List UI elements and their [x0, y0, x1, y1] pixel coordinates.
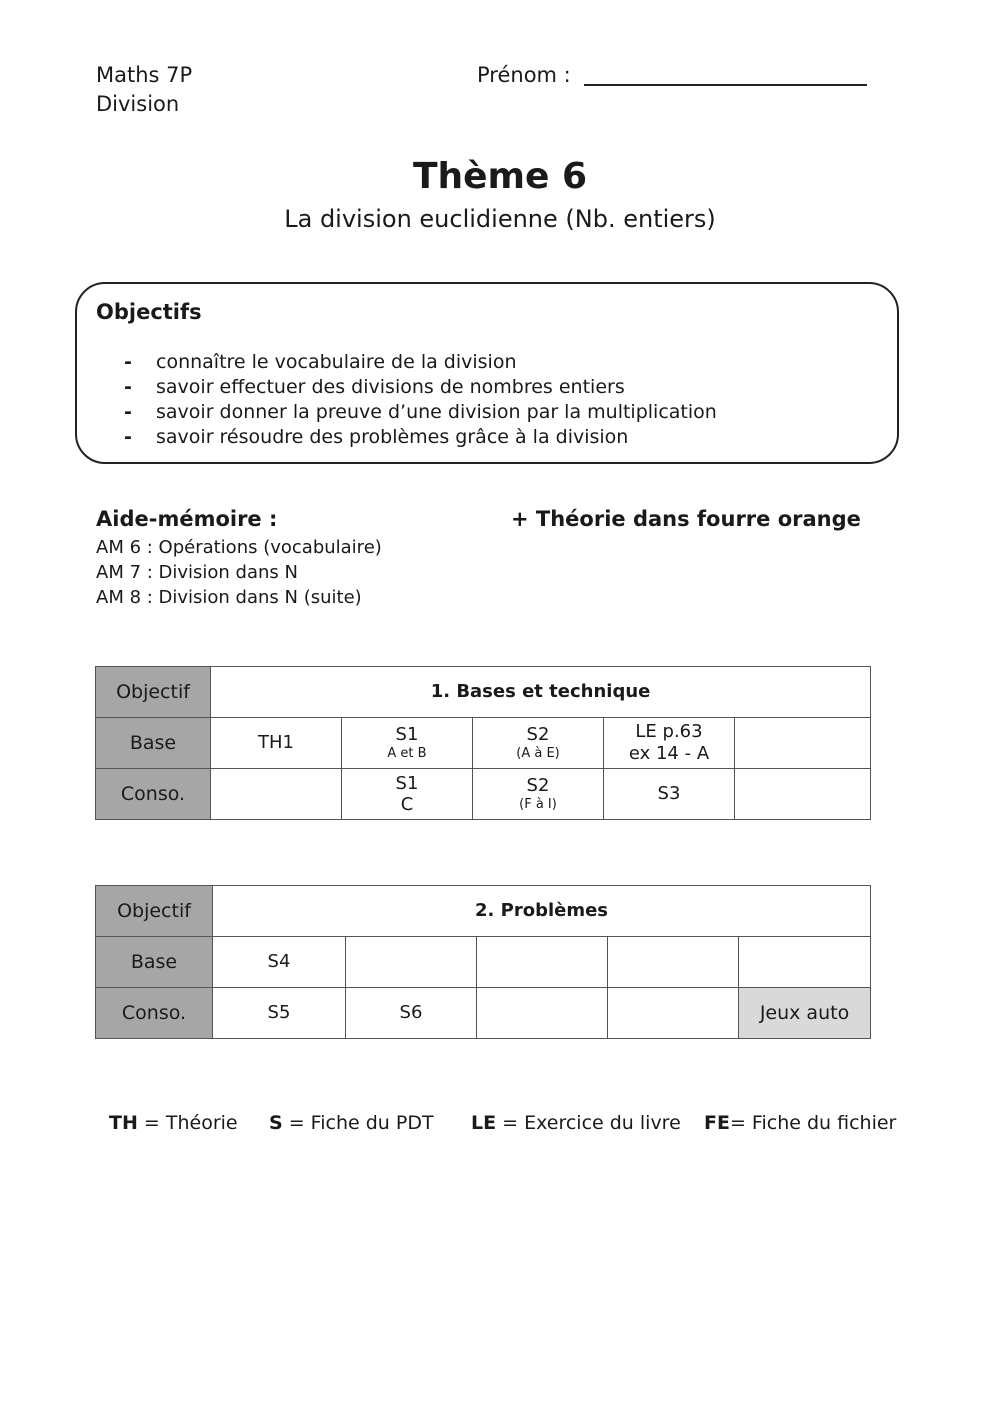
- objective-text: savoir résoudre des problèmes grâce à la division: [156, 426, 629, 448]
- objectives-heading: Objectifs: [96, 300, 202, 324]
- table-row: [96, 988, 871, 1039]
- table-cell: [342, 718, 473, 769]
- prenom-label: Prénom :: [477, 63, 571, 87]
- list-item: [77, 400, 717, 425]
- objectives-list: [77, 350, 717, 450]
- legend-text: = Fiche du fichier: [729, 1112, 897, 1134]
- base-label: Base: [96, 718, 211, 769]
- objectif-label: Objectif: [96, 667, 211, 718]
- table-cell: [211, 718, 342, 769]
- table-cell: [608, 937, 739, 988]
- bullet-dash: -: [124, 351, 132, 373]
- cell-main: TH1: [258, 732, 294, 753]
- bullet-dash: -: [124, 376, 132, 398]
- cell-main: S2: [526, 775, 550, 796]
- prenom-line[interactable]: [584, 84, 867, 86]
- cell-sub: (A à E): [516, 746, 560, 761]
- cell-sub: A et B: [387, 746, 427, 761]
- legend-abbr: TH: [109, 1112, 138, 1134]
- cell-second-line: C: [400, 794, 414, 815]
- table-cell: [211, 769, 342, 820]
- table-cell: Jeux auto: [739, 988, 871, 1039]
- objectif-label: Objectif: [96, 886, 213, 937]
- table-cell: [473, 718, 604, 769]
- objective-text: savoir effectuer des divisions de nombres entiers: [156, 376, 625, 398]
- legend-item: [704, 1112, 896, 1134]
- table-cell: [473, 769, 604, 820]
- aide-memoire-item: AM 6 : Opérations (vocabulaire): [96, 537, 382, 558]
- table-cell: S5: [213, 988, 346, 1039]
- objectif-title: 1. Bases et technique: [211, 667, 871, 718]
- table-row: [96, 769, 871, 820]
- aide-memoire-item: AM 7 : Division dans N: [96, 562, 298, 583]
- table-cell: [604, 769, 735, 820]
- cell-main: S1: [395, 773, 419, 794]
- topic-label: Division: [96, 92, 180, 116]
- legend-item: [109, 1112, 238, 1134]
- subject-label: Maths 7P: [96, 63, 193, 87]
- base-label: Base: [96, 937, 213, 988]
- legend-item: [269, 1112, 434, 1134]
- cell-main: S2: [526, 724, 550, 745]
- table-cell: [608, 988, 739, 1039]
- cell-main: LE p.63: [635, 721, 703, 742]
- bullet-dash: -: [124, 401, 132, 423]
- conso-label: Conso.: [96, 769, 211, 820]
- plan-table-problemes: [95, 885, 871, 1039]
- page-subtitle: La division euclidienne (Nb. entiers): [284, 205, 716, 233]
- cell-main: S3: [657, 783, 681, 804]
- legend-text: = Fiche du PDT: [282, 1112, 434, 1134]
- objectives-box: [75, 282, 899, 464]
- table-cell: [477, 937, 608, 988]
- theorie-note: + Théorie dans fourre orange: [511, 507, 861, 531]
- objective-text: savoir donner la preuve d’une division par la multiplication: [156, 401, 717, 423]
- conso-label: Conso.: [96, 988, 213, 1039]
- bullet-dash: -: [124, 426, 132, 448]
- table-cell: [735, 769, 871, 820]
- list-item: [77, 425, 717, 450]
- table-cell: [342, 769, 473, 820]
- table-cell: [604, 718, 735, 769]
- page-title: Thème 6: [412, 156, 588, 197]
- objective-text: connaître le vocabulaire de la division: [156, 351, 517, 373]
- table-row: [96, 667, 871, 718]
- objectif-title: 2. Problèmes: [213, 886, 871, 937]
- legend-abbr: S: [269, 1112, 283, 1134]
- list-item: [77, 375, 717, 400]
- legend-item: [471, 1112, 681, 1134]
- list-item: [77, 350, 717, 375]
- legend-text: = Théorie: [137, 1112, 238, 1134]
- aide-memoire-item: AM 8 : Division dans N (suite): [96, 587, 362, 608]
- cell-second-line: ex 14 - A: [628, 743, 710, 764]
- table-cell: [477, 988, 608, 1039]
- aide-memoire-heading: Aide-mémoire :: [96, 507, 278, 531]
- cell-sub: (F à I): [519, 797, 557, 812]
- table-cell: [739, 937, 871, 988]
- table-cell: [735, 718, 871, 769]
- cell-main: S1: [395, 724, 419, 745]
- legend-abbr: LE: [471, 1112, 497, 1134]
- legend-text: = Exercice du livre: [496, 1112, 681, 1134]
- legend-abbr: FE: [704, 1112, 730, 1134]
- table-row: [96, 886, 871, 937]
- plan-table-bases: [95, 666, 871, 820]
- table-cell: S4: [213, 937, 346, 988]
- table-row: [96, 718, 871, 769]
- table-cell: S6: [346, 988, 477, 1039]
- table-row: [96, 937, 871, 988]
- table-cell: [346, 937, 477, 988]
